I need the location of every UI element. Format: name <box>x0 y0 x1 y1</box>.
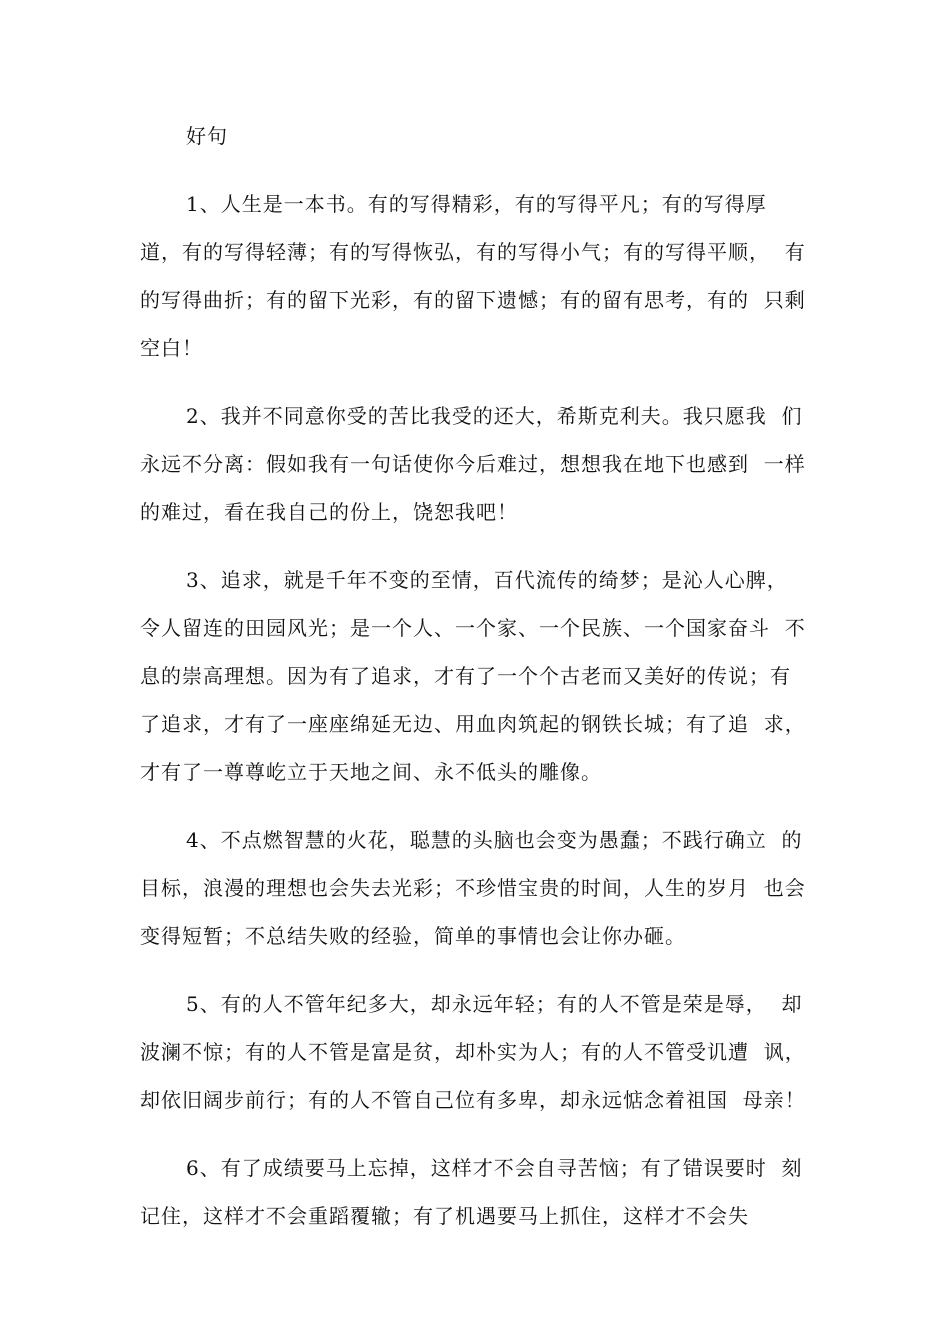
document-title: 好句 <box>186 124 228 148</box>
paragraph-line: 5、有的人不管年纪多大，却永远年轻；有的人不管是荣是辱， 却 <box>186 992 803 1016</box>
paragraph-line: 2、我并不同意你受的苦比我受的还大，希斯克利夫。我只愿我 们 <box>186 404 803 428</box>
paragraph-6 <box>140 1144 816 1240</box>
paragraph-line: 目标，浪漫的理想也会失去光彩；不珍惜宝贵的时间，人生的岁月 也会 <box>140 876 806 900</box>
paragraph-line: 3、追求，就是千年不变的至情，百代流传的绮梦；是沁人心脾， <box>186 568 788 592</box>
paragraph-line: 1、人生是一本书。有的写得精彩，有的写得平凡；有的写得厚 <box>186 192 767 216</box>
paragraph-line: 4、不点燃智慧的火花，聪慧的头脑也会变为愚蠢；不践行确立 的 <box>186 828 803 852</box>
paragraph-line: 才有了一尊尊屹立于天地之间、永不低头的雕像。 <box>140 760 602 784</box>
paragraph-line: 永远不分离：假如我有一句话使你今后难过，想想我在地下也感到 一样 <box>140 452 806 476</box>
document-body <box>140 112 816 1260</box>
paragraph-3 <box>140 556 816 796</box>
paragraph-1 <box>140 180 816 372</box>
paragraph-line: 波澜不惊；有的人不管是富是贫，却朴实为人；有的人不管受讥遭 讽， <box>140 1040 806 1064</box>
paragraph-line: 道，有的写得轻薄；有的写得恢弘，有的写得小气；有的写得平顺， 有 <box>140 240 806 264</box>
paragraph-line: 变得短暂；不总结失败的经验，简单的事情也会让你办砸。 <box>140 924 686 948</box>
paragraph-5 <box>140 980 816 1124</box>
paragraph-line: 的写得曲折；有的留下光彩，有的留下遗憾；有的留有思考，有的 只剩 <box>140 288 806 312</box>
paragraph-line: 记住，这样才不会重蹈覆辙；有了机遇要马上抓住，这样才不会失 <box>140 1204 749 1228</box>
paragraph-line: 6、有了成绩要马上忘掉，这样才不会自寻苦恼；有了错误要时 刻 <box>186 1156 803 1180</box>
paragraph-2 <box>140 392 816 536</box>
paragraph-4 <box>140 816 816 960</box>
paragraph-line: 空白！ <box>140 336 203 360</box>
paragraph-line: 却依旧阔步前行；有的人不管自己位有多卑，却永远惦念着祖国 母亲！ <box>140 1088 806 1112</box>
paragraph-line: 了追求，才有了一座座绵延无边、用血肉筑起的钢铁长城；有了追 求， <box>140 712 806 736</box>
paragraph-line: 的难过，看在我自己的份上，饶恕我吧！ <box>140 500 518 524</box>
paragraph-line: 息的崇高理想。因为有了追求，才有了一个个古老而又美好的传说；有 <box>140 664 791 688</box>
paragraph-line: 令人留连的田园风光；是一个人、一个家、一个民族、一个国家奋斗 不 <box>140 616 806 640</box>
